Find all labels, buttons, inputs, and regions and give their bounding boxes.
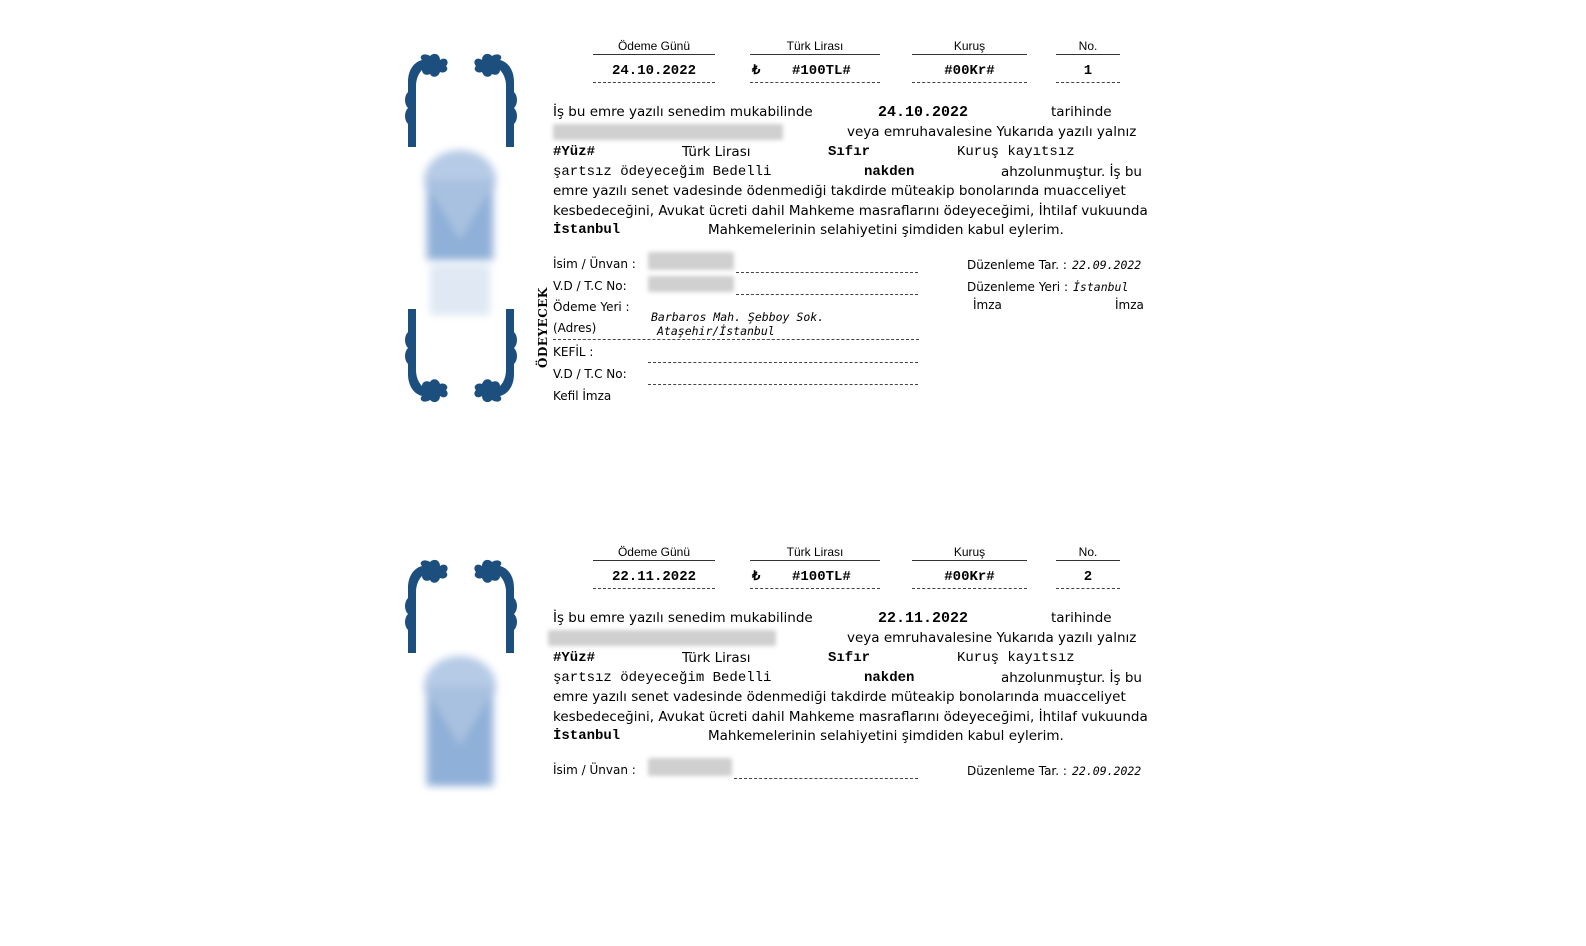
body-line-4a: şartsız ödeyeceğim Bedelli: [553, 670, 772, 686]
body-line-4c: ahzolunmuştur. İş bu: [1001, 164, 1142, 180]
redacted-recipient: [553, 124, 783, 140]
isim-label: İsim / Ünvan :: [553, 257, 636, 271]
vd-line: [736, 294, 918, 295]
amount-tl-field: [750, 567, 880, 589]
body-line-4c: ahzolunmuştur. İş bu: [1001, 670, 1142, 686]
body-line-5: emre yazılı senet vadesinde ödenmediği takdirde müteakip bonolarında muacceliyet: [553, 183, 1126, 199]
body-kr-label: Kuruş kayıtsız: [957, 144, 1075, 160]
body-line-2: veya emruhavalesine Yukarıda yazılı yalnız: [847, 124, 1137, 140]
logo-blurred: [420, 140, 500, 320]
kefil-vd-label: V.D / T.C No:: [553, 367, 627, 381]
body-kr-amount-words: Sıfır: [828, 144, 871, 160]
redacted-name: [648, 758, 732, 776]
due-date-value: 24.10.2022: [593, 61, 715, 83]
kefil-imza-label: Kefil İmza: [553, 389, 612, 403]
body-line-6: kesbedeceğini, Avukat ücreti dahil Mahkeme masraflarını ödeyeceğimi, İhtilaf vukuunda: [553, 709, 1148, 725]
body-line-7: Mahkemelerinin selahiyetini şimdiden kabul eylerim.: [708, 728, 1064, 744]
body-line-6: kesbedeceğini, Avukat ücreti dahil Mahkeme masraflarını ödeyeceğimi, İhtilaf vukuunda: [553, 203, 1148, 219]
body-amount-words: #Yüz#: [553, 144, 596, 160]
redacted-tax-id: [648, 276, 734, 292]
isim-line: [736, 272, 918, 273]
body-payment-method: nakden: [864, 670, 915, 686]
kefil-label: KEFİL :: [553, 345, 594, 359]
duzenleme-tar-label: Düzenleme Tar. :: [967, 764, 1067, 778]
body-payment-method: nakden: [864, 164, 915, 180]
odeme-yeri-label: Ödeme Yeri :: [553, 300, 630, 314]
header-odeme-gunu: Ödeme Günü: [593, 39, 715, 55]
address-line: [553, 339, 919, 340]
amount-kr-value: #00Kr#: [912, 61, 1027, 83]
body-line-1b: tarihinde: [1051, 610, 1112, 626]
note-number-value: 2: [1056, 567, 1120, 589]
body-line-7: Mahkemelerinin selahiyetini şimdiden kabul eylerim.: [708, 222, 1064, 238]
body-kr-label: Kuruş kayıtsız: [957, 650, 1075, 666]
header-no: No.: [1056, 39, 1120, 55]
promissory-note-1: [0, 0, 1586, 440]
body-tl-label: Türk Lirası: [682, 650, 751, 666]
amount-kr-value: #00Kr#: [912, 567, 1027, 589]
odeyecek-vertical-label: ÖDEYECEK: [536, 287, 550, 368]
body-line-1-date: 24.10.2022: [878, 104, 969, 121]
duzenleme-tar-label: Düzenleme Tar. :: [967, 258, 1067, 272]
header-odeme-gunu: Ödeme Günü: [593, 545, 715, 561]
body-amount-words: #Yüz#: [553, 650, 596, 666]
amount-tl-value: #100TL#: [792, 569, 851, 585]
amount-tl-value: #100TL#: [792, 63, 851, 79]
amount-tl-field: [750, 61, 880, 83]
body-court-city: İstanbul: [553, 222, 621, 238]
body-line-1a: İş bu emre yazılı senedim mukabilinde: [553, 104, 813, 120]
note-number-value: 1: [1056, 61, 1120, 83]
header-kurus: Kuruş: [912, 545, 1027, 561]
body-line-4a: şartsız ödeyeceğim Bedelli: [553, 164, 772, 180]
header-turk-lirasi: Türk Lirası: [750, 545, 880, 561]
header-no: No.: [1056, 545, 1120, 561]
address-line-2: Ataşehir/İstanbul: [657, 324, 775, 338]
kefil-vd-line: [648, 384, 918, 385]
body-line-2: veya emruhavalesine Yukarıda yazılı yalnız: [847, 630, 1137, 646]
duzenleme-yeri-label: Düzenleme Yeri :: [967, 280, 1068, 294]
header-kurus: Kuruş: [912, 39, 1027, 55]
imza-label-1: İmza: [973, 298, 1002, 312]
kefil-line: [648, 362, 918, 363]
logo-blurred: [420, 646, 500, 806]
lira-symbol-icon: ₺: [752, 63, 761, 78]
vd-label: V.D / T.C No:: [553, 279, 627, 293]
body-kr-amount-words: Sıfır: [828, 650, 871, 666]
duzenleme-tar-value: 22.09.2022: [1072, 258, 1142, 272]
duzenleme-yeri-value: İstanbul: [1073, 280, 1129, 294]
imza-label-2: İmza: [1115, 298, 1144, 312]
body-court-city: İstanbul: [553, 728, 621, 744]
body-tl-label: Türk Lirası: [682, 144, 751, 160]
redacted-recipient: [548, 630, 776, 646]
header-turk-lirasi: Türk Lirası: [750, 39, 880, 55]
duzenleme-tar-value: 22.09.2022: [1072, 764, 1142, 778]
body-line-5: emre yazılı senet vadesinde ödenmediği takdirde müteakip bonolarında muacceliyet: [553, 689, 1126, 705]
adres-label: (Adres): [553, 321, 597, 335]
body-line-1a: İş bu emre yazılı senedim mukabilinde: [553, 610, 813, 626]
body-line-1-date: 22.11.2022: [878, 610, 969, 627]
due-date-value: 22.11.2022: [593, 567, 715, 589]
body-line-1b: tarihinde: [1051, 104, 1112, 120]
address-line-1: Barbaros Mah. Şebboy Sok.: [651, 310, 825, 324]
redacted-name: [648, 252, 734, 270]
promissory-note-2: [0, 506, 1586, 946]
isim-line: [734, 778, 918, 779]
lira-symbol-icon: ₺: [752, 569, 761, 584]
isim-label: İsim / Ünvan :: [553, 763, 636, 777]
